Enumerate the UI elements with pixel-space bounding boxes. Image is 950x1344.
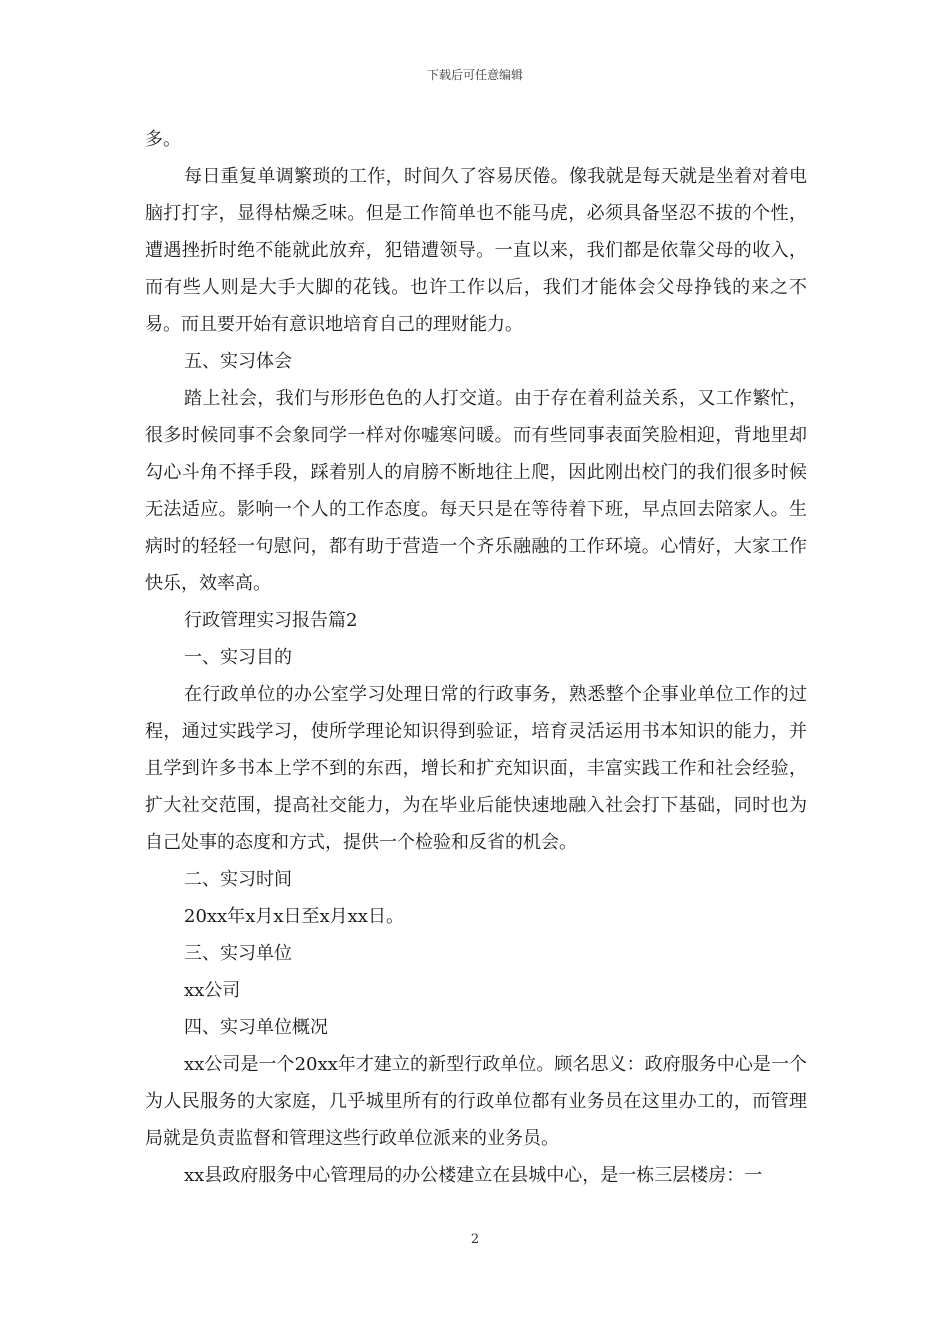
paragraph: 踏上社会，我们与形形色色的人打交道。由于存在着利益关系，又工作繁忙，很多时候同事不会象同学一样对你嘘寒问暖。而有些同事表面笑脸相迎，背地里却勾心斗角不择手段，踩着别人的肩膀不断地往上爬，因此刚出校门的我们很多时候无法适应。影响一个人的工作态度。每天只是在等待着下班，早点回去陪家人。生病时的轻轻一句慰问，都有助于营造一个齐乐融融的工作环境。心情好，大家工作快乐，效率高。 bbox=[145, 388, 807, 594]
paragraph: xx公司是一个20xx年才建立的新型行政单位。顾名思义：政府服务中心是一个为人民服务的大家庭，几乎城里所有的行政单位都有业务员在这里办工的，而管理局就是负责监督和管理这些行政单位派来的业务员。 bbox=[145, 1054, 807, 1149]
section-heading: 五、实习体会 bbox=[184, 351, 292, 372]
section-heading: 二、实习时间 bbox=[184, 869, 292, 890]
paragraph: 多。 bbox=[145, 129, 181, 150]
document-body bbox=[145, 121, 807, 1194]
paragraph: 20xx年x月x日至x月xx日。 bbox=[184, 906, 404, 927]
page-number: 2 bbox=[470, 1232, 480, 1247]
paragraph: xx公司 bbox=[184, 980, 241, 1001]
section-heading: 四、实习单位概况 bbox=[184, 1017, 328, 1038]
report-title: 行政管理实习报告篇2 bbox=[184, 610, 358, 631]
paragraph: xx县政府服务中心管理局的办公楼建立在县城中心，是一栋三层楼房：一 bbox=[184, 1165, 763, 1186]
paragraph: 每日重复单调繁琐的工作，时间久了容易厌倦。像我就是每天就是坐着对着电脑打打字，显得枯燥乏味。但是工作简单也不能马虎，必须具备坚忍不拔的个性，遭遇挫折时绝不能就此放弃，犯错遭领导。一直以来，我们都是依靠父母的收入，而有些人则是大手大脚的花钱。也许工作以后，我们才能体会父母挣钱的来之不易。而且要开始有意识地培育自己的理财能力。 bbox=[145, 166, 807, 335]
section-heading: 三、实习单位 bbox=[184, 943, 292, 964]
section-heading: 一、实习目的 bbox=[184, 647, 292, 668]
paragraph: 在行政单位的办公室学习处理日常的行政事务，熟悉整个企事业单位工作的过程，通过实践学习，使所学理论知识得到验证，培育灵活运用书本知识的能力，并且学到许多书本上学不到的东西，增长和扩充知识面，丰富实践工作和社会经验，扩大社交范围，提高社交能力，为在毕业后能快速地融入社会打下基础，同时也为自己处事的态度和方式，提供一个检验和反省的机会。 bbox=[145, 684, 807, 853]
page-header: 下载后可任意编辑 bbox=[426, 68, 523, 82]
